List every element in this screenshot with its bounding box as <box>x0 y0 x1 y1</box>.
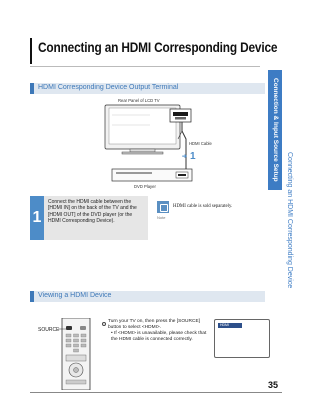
step-1-block <box>30 196 148 240</box>
page-title: Connecting an HDMI Corresponding Device <box>38 40 278 55</box>
section-marker <box>30 83 34 94</box>
tv-panel-label: Rear Panel of LCD TV <box>118 98 160 103</box>
note-label: Note <box>157 215 166 220</box>
instruction-bullet-icon <box>102 322 106 326</box>
tv-hdmi-terminal <box>170 109 191 122</box>
title-divider <box>30 66 260 67</box>
section-side-label: Connecting an HDMI Corresponding Device <box>286 152 293 289</box>
source-button-label: SOURCE <box>38 327 60 333</box>
hdmi-cable <box>182 122 186 175</box>
viewing-instruction-text: Turn your TV on, then press the [SOURCE] button to select <HDMI>. <box>108 319 200 330</box>
page-number: 35 <box>268 380 279 390</box>
step-callout: 1 <box>190 151 196 162</box>
section-heading-text: Viewing a HDMI Device <box>38 291 112 299</box>
hdmi-cable-label: HDMI Cable <box>189 141 212 146</box>
note-text: HDMI cable is sold separately. <box>173 204 233 209</box>
remote-control-illustration <box>58 318 94 390</box>
dvd-player-illustration <box>112 169 192 181</box>
section-marker <box>30 291 34 302</box>
viewing-note-bullet: • If <HDMI> is unavailable, please check that the HDMI cable is connected correctly. <box>111 331 207 342</box>
tv-illustration <box>105 105 180 154</box>
dvd-player-label: DVD Player <box>134 184 156 189</box>
source-button-icon <box>66 326 72 330</box>
note-icon <box>157 201 169 213</box>
section-heading-text: HDMI Corresponding Device Output Terminal <box>38 83 179 91</box>
title-accent-bar <box>30 38 32 64</box>
section-heading-output-terminal <box>30 83 265 94</box>
tv-screen-preview <box>214 319 270 358</box>
step-instruction: Connect the HDMI cable between the [HDMI IN] on the back of the TV and the [HDMI OUT] of the DVD player (or the HDMI Corresponding Device). <box>48 199 137 225</box>
step-number: 1 <box>30 196 44 240</box>
connection-diagram <box>30 95 265 193</box>
section-heading-viewing <box>30 291 265 302</box>
viewing-instructions <box>108 319 213 343</box>
chapter-tab-label: Connection & Input Source Setup <box>272 78 279 182</box>
viewing-note-text: If <HDMI> is unavailable, please check that the HDMI cable is connected correctly. <box>111 331 207 342</box>
footer-divider <box>30 392 282 393</box>
arrow-icon: ➔ <box>182 154 188 160</box>
source-menu-tag: HDMI <box>218 323 242 328</box>
